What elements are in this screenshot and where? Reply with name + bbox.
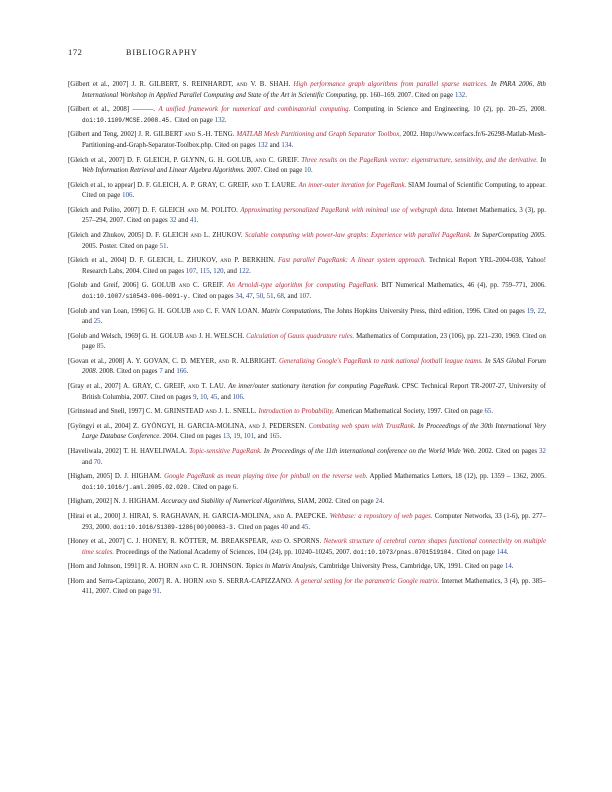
entry-title: An inner-outer iteration for PageRank.	[298, 181, 407, 189]
page-reference-link[interactable]: 24	[375, 498, 383, 506]
entry-citation-key: [Golub and Welsch, 1969]	[68, 332, 141, 340]
entry-authors: C. M. GRINSTEAD and J. L. SNELL.	[145, 408, 257, 416]
page-reference-link[interactable]: 51	[159, 242, 167, 250]
entry-authors: Z. GYÖNGYI, H. GARCIA-MOLINA, and J. PEDERSEN.	[132, 422, 307, 430]
bibliography-entry: [Gray et al., 2007] A. GRAY, C. GREIF, and T. LAU. An inner/outer stationary iteration for computing PageRank. CPSC Technical Report TR-2007-27, University of British Columbia, 2007. Cited on pages 9, 10, 45, and 106.	[68, 383, 546, 401]
entry-citation-key: [Gilbert et al., 2007]	[68, 81, 129, 88]
bibliography-entry: [Gilbert et al., 2007] J. R. GILBERT, S. REINHARDT, and V. B. SHAH. High performance graph algorithms from parallel sparse matrices. In PARA 2006, 8th International Workshop in Applied Parallel Computing and State of the Art in Scientific Computing, pp. 160–169. 2007. Cited on page 132.	[68, 81, 546, 99]
entry-authors: N. J. HIGHAM.	[113, 498, 160, 506]
page-reference-link[interactable]: 85	[96, 343, 104, 351]
entry-cited-label: Cited on page	[454, 548, 497, 556]
entry-cited-label: Cited on pages	[148, 393, 194, 401]
page-reference-link[interactable]: 106	[232, 393, 243, 401]
entry-doi[interactable]: doi:10.1016/j.aml.2005.02.020.	[82, 483, 191, 491]
page-reference-link[interactable]: 7	[159, 368, 163, 376]
entry-title: An inner/outer stationary iteration for computing PageRank.	[228, 383, 400, 391]
entry-venue: In PARA 2006, 8th International Workshop in Applied Parallel Computing and State of the Art in Scientific Computing,	[82, 81, 546, 99]
entry-authors: D. F. GLEICH, L. ZHUKOV, and P. BERKHIN.	[129, 257, 276, 265]
entry-venue: Internet Mathematics, 3 (4), pp. 385–411, 2007.	[82, 577, 546, 596]
entry-authors: G. GOLUB and C. GREIF.	[141, 282, 225, 290]
page-reference-link[interactable]: 14	[504, 563, 512, 571]
page-reference-link[interactable]: 70	[93, 458, 101, 466]
page-reference-link[interactable]: 47	[245, 292, 253, 300]
entry-title: Introduction to Probability,	[258, 408, 334, 416]
entry-doi[interactable]: doi:10.1109/MCSE.2008.45.	[82, 116, 173, 124]
page-reference-link[interactable]: 101	[243, 433, 255, 441]
page-reference-link[interactable]: 10	[304, 167, 311, 175]
entry-authors: D. F. GLEICH and L. ZHUKOV.	[145, 232, 243, 240]
entry-citation-key: [Gleich et al., 2004]	[68, 257, 127, 265]
page-reference-link[interactable]: 91	[152, 588, 160, 596]
page-reference-link[interactable]: 32	[539, 448, 546, 456]
entry-citation-key: [Honey et al., 2007]	[68, 538, 125, 546]
entry-citation-key: [Horn and Johnson, 1991]	[68, 563, 140, 571]
entry-venue: Mathematics of Computation, 23 (106), pp. 221–230, 1969.	[356, 332, 521, 340]
page-reference-link[interactable]: 45	[210, 393, 218, 401]
entry-cited-label: Cited on pages	[236, 523, 282, 531]
entry-cited-label: Cited on page	[462, 563, 505, 571]
bibliography-entry: [Govan et al., 2008] A. Y. GOVAN, C. D. MEYER, and R. ALBRIGHT. Generalizing Google's PageRank to rank national football league teams. In SAS Global Forum 2008. 2008. Cited on pages 7 and 166.	[68, 357, 546, 376]
entry-cited-label: Cited on page	[82, 192, 123, 200]
page-reference-link[interactable]: 68	[277, 292, 284, 300]
entry-authors: A. GRAY, C. GREIF, and T. LAU.	[123, 383, 226, 391]
entry-cited-label: Cited on page	[442, 408, 485, 416]
entry-venue: SIAM Journal of Scientific Computing, to appear.	[408, 181, 546, 189]
page-reference-link[interactable]: 50	[256, 292, 264, 300]
entry-citation-key: [Gleich and Zhukov, 2005]	[68, 232, 144, 240]
bibliography-entry: [Higham, 2005] D. J. HIGHAM. Google PageRank as mean playing time for pinball on the reverse web. Applied Mathematics Letters, 18 (12), pp. 1359 – 1362, 2005. doi:10.1016/j.aml.2005.02.020. Cited on page 6.	[68, 473, 546, 491]
entry-citation-key: [Higham, 2002]	[68, 498, 112, 506]
entry-doi[interactable]: doi:10.1016/S1389-1286(00)00063-3.	[113, 523, 237, 531]
entry-venue: CPSC Technical Report TR-2007-27, University of British Columbia, 2007.	[82, 383, 546, 401]
entry-title: Webbase: a repository of web pages.	[329, 512, 433, 520]
page-reference-link[interactable]: 165	[269, 433, 280, 441]
bibliography-entry: [Grinstead and Snell, 1997] C. M. GRINSTEAD and J. L. SNELL. Introduction to Probability, American Mathematical Society, 1997. Cited on page 65.	[68, 408, 494, 416]
page-reference-link[interactable]: 13	[222, 433, 230, 441]
bibliography-entry: [Golub and Welsch, 1969] G. H. GOLUB and J. H. WELSCH. Calculation of Gauss quadrature rules. Mathematics of Computation, 23 (106), pp. 221–230, 1969. Cited on page 85.	[68, 332, 546, 351]
entry-title: High performance graph algorithms from parallel sparse matrices.	[293, 81, 488, 88]
entry-venue: The Johns Hopkins University Press, third edition, 1996.	[323, 307, 482, 315]
entry-cited-label: Cited on pages	[124, 217, 170, 225]
entry-venue: BIT Numerical Mathematics, 46 (4), pp. 759–771, 2006.	[381, 282, 546, 290]
entry-venue: In SAS Global Forum 2008.	[82, 357, 546, 376]
entry-title: Google PageRank as mean playing time for pinball on the reverse web.	[164, 473, 368, 481]
page-reference-link[interactable]: 134	[281, 141, 292, 149]
page-reference-link[interactable]: 9	[193, 393, 197, 401]
entry-venue: SIAM, 2002.	[297, 498, 334, 506]
entry-title: Network structure of cerebral cortex shapes functional connectivity on multiple time scales.	[82, 538, 546, 556]
page-reference-link[interactable]: 10	[200, 393, 207, 401]
entry-cited-label: 2007. Cited on page	[244, 167, 305, 175]
entry-cited-label: Cited on pages	[190, 292, 236, 300]
entry-title: Combating web spam with TrustRank.	[308, 422, 416, 430]
bibliography-entry: [Golub and van Loan, 1996] G. H. GOLUB and C. F. VAN LOAN. Matrix Computations, The Johns Hopkins University Press, third edition, 1996. Cited on pages 19, 22, and 25.	[68, 307, 546, 326]
entry-authors: D. F. GLEICH and M. POLITO.	[142, 206, 238, 214]
bibliography-list	[68, 80, 546, 598]
entry-authors: J. R. GILBERT, S. REINHARDT, and V. B. SHAH.	[131, 81, 291, 88]
bibliography-entry: [Gyöngyi et al., 2004] Z. GYÖNGYI, H. GARCIA-MOLINA, and J. PEDERSEN. Combating web spam with TrustRank. In Proceedings of the 30th International Very Large Database Conference. 2004. Cited on pages 13, 19, 101, and 165.	[68, 422, 546, 441]
page-reference-link[interactable]: 22	[537, 307, 545, 315]
entry-title: Matrix Computations,	[261, 307, 322, 315]
page-reference-link[interactable]: 132	[214, 116, 225, 124]
bibliography-entry: [Gleich et al., 2007] D. F. GLEICH, P. GLYNN, G. H. GOLUB, and C. GREIF. Three results on the PageRank vector: eigenstructure, sensitivity, and the derivative. In Web Information Retrieval and Linear Algebra Algorithms. 2007. Cited on page 10.	[68, 156, 546, 175]
bibliography-entry: [Gleich et al., 2004] D. F. GLEICH, L. ZHUKOV, and P. BERKHIN. Fast parallel PageRank: A linear system approach. Technical Report YRL-2004-038, Yahoo! Research Labs, 2004. Cited on pages 107, 115, 120, and 122.	[68, 257, 546, 275]
entry-authors: R. A. HORN and S. SERRA-CAPIZZANO.	[166, 577, 293, 585]
entry-cited-label: Cited on pages	[481, 307, 527, 315]
entry-citation-key: [Gilbert and Teng, 2002]	[68, 131, 137, 139]
entry-venue: Internet Mathematics, 3 (3), pp. 257–294, 2007.	[82, 206, 546, 225]
entry-citation-key: [Haveliwala, 2002]	[68, 448, 122, 456]
entry-citation-key: [Gyöngyi et al., 2004]	[68, 422, 131, 430]
page-reference-link[interactable]: 107	[299, 292, 310, 300]
entry-title: Calculation of Gauss quadrature rules.	[246, 332, 355, 340]
page-reference-link[interactable]: 65	[484, 408, 492, 416]
entry-title: MATLAB Mesh Partitioning and Graph Separator Toolbox,	[236, 131, 401, 139]
entry-cited-label: pp. 160–169. 2007. Cited on page	[357, 91, 455, 99]
entry-cited-label: Cited on page	[172, 116, 215, 124]
entry-cited-label: Cited on page	[190, 483, 233, 491]
entry-citation-key: [Gleich and Polito, 2007]	[68, 206, 140, 214]
entry-cited-label: Cited on page	[110, 588, 153, 596]
entry-doi[interactable]: doi:10.1073/pnas.0701519104.	[353, 548, 455, 556]
entry-venue: Computer Networks, 33 (1-6), pp. 277–293, 2000.	[82, 512, 547, 531]
entry-title: Accuracy and Stability of Numerical Algorithms,	[161, 498, 296, 506]
entry-title: A unified framework for numerical and combinatorial computing.	[158, 106, 351, 114]
entry-venue: 2002. Http://www.cerfacs.fr/6-26298-Matlab-Mesh-Partitioning-and-Graph-Separator-Toolbox.php.	[82, 131, 546, 149]
page-reference-link[interactable]: 19	[526, 307, 534, 315]
entry-citation-key: [Gray et al., 2007]	[68, 383, 121, 391]
entry-citation-key: [Gleich et al., to appear]	[68, 181, 136, 189]
entry-citation-key: [Gleich et al., 2007]	[68, 156, 125, 164]
entry-citation-key: [Higham, 2005]	[68, 473, 113, 481]
entry-citation-key: [Golub and Greif, 2006]	[68, 282, 139, 290]
entry-cited-label: Cited on pages	[141, 267, 186, 275]
entry-title: An Arnoldi-type algorithm for computing PageRank.	[227, 282, 379, 290]
bibliography-entry: [Gilbert et al., 2008] ———. A unified framework for numerical and combinatorial computing. Computing in Science and Engineering, 10 (2), pp. 20–25, 2008. doi:10.1109/MCSE.2008.45. Cited on page 132.	[68, 106, 546, 124]
page-reference-link[interactable]: 132	[454, 91, 466, 99]
entry-authors: J. R. GILBERT and S.-H. TENG.	[138, 131, 235, 139]
bibliography-entry: [Gilbert and Teng, 2002] J. R. GILBERT and S.-H. TENG. MATLAB Mesh Partitioning and Graph Separator Toolbox, 2002. Http://www.cerfacs.fr/6-26298-Matlab-Mesh-Partitioning-and-Graph-Separator-Toolbox.php. Cited on pages 132 and 134.	[68, 131, 546, 149]
entry-venue: Applied Mathematics Letters, 18 (12), pp. 1359 – 1362, 2005.	[369, 473, 546, 481]
entry-cited-label: 2008. Cited on pages	[97, 368, 160, 376]
entry-venue: In Proceedings of the 30th International Very Large Database Conference.	[82, 422, 546, 441]
entry-title: Topic-sensitive PageRank.	[189, 448, 262, 456]
entry-citation-key: [Grinstead and Snell, 1997]	[68, 408, 145, 416]
page-reference-link[interactable]: 34	[235, 292, 243, 300]
entry-venue: Technical Report YRL-2004-038, Yahoo! Research Labs, 2004.	[82, 257, 546, 275]
entry-doi[interactable]: doi:10.1007/s10543-006-0091-y.	[82, 292, 191, 300]
entry-authors: D. J. HIGHAM.	[114, 473, 162, 481]
page-number: 172	[68, 47, 83, 57]
page-reference-link[interactable]: 6	[232, 483, 237, 491]
entry-venue: American Mathematical Society, 1997.	[335, 408, 443, 416]
entry-authors: G. H. GOLUB and C. F. VAN LOAN.	[149, 307, 260, 315]
entry-authors: C. J. HONEY, R. KÖTTER, M. BREAKSPEAR, and O. SPORNS.	[126, 538, 322, 546]
entry-cited-label: Cited on page	[82, 332, 546, 351]
entry-title: Approximating personalized PageRank with minimal use of webgraph data.	[240, 206, 454, 214]
entry-venue: Cambridge University Press, Cambridge, UK, 1991.	[319, 563, 463, 571]
entry-cited-label: Cited on page	[333, 498, 376, 506]
page-reference-link[interactable]: 115	[199, 267, 210, 275]
bibliography-entry: [Higham, 2002] N. J. HIGHAM. Accuracy and Stability of Numerical Algorithms, SIAM, 2002. Cited on page 24.	[68, 498, 385, 506]
page-reference-link[interactable]: 122	[238, 267, 250, 275]
entry-authors: R. A. HORN and C. R. JOHNSON.	[141, 563, 244, 571]
page-reference-link[interactable]: 132	[257, 141, 268, 149]
page-reference-link[interactable]: 41	[190, 217, 197, 225]
page-reference-link[interactable]: 51	[266, 292, 274, 300]
page-reference-link[interactable]: 107	[185, 267, 197, 275]
page-reference-link[interactable]: 106	[122, 192, 133, 200]
running-head	[68, 47, 546, 57]
bibliography-entry: [Horn and Serra-Capizzano, 2007] R. A. HORN and S. SERRA-CAPIZZANO. A general setting for the parametric Google matrix. Internet Mathematics, 3 (4), pp. 385–411, 2007. Cited on page 91.	[68, 577, 546, 596]
entry-title: A general setting for the parametric Google matrix.	[294, 577, 440, 585]
bibliography-entry: [Horn and Johnson, 1991] R. A. HORN and C. R. JOHNSON. Topics in Matrix Analysis, Cambridge University Press, Cambridge, UK, 1991. Cited on page 14.	[68, 563, 514, 571]
entry-title: Fast parallel PageRank: A linear system approach.	[277, 257, 427, 265]
entry-venue: In Web Information Retrieval and Linear Algebra Algorithms.	[82, 156, 546, 175]
entry-title: Generalizing Google's PageRank to rank national football league teams.	[278, 357, 483, 365]
entry-authors: ———.	[132, 106, 156, 114]
entry-title: Scalable computing with power-law graphs: Experience with parallel PageRank.	[244, 232, 472, 240]
entry-authors: J. HIRAI, S. RAGHAVAN, H. GARCIA-MOLINA, and A. PAEPCKE.	[122, 512, 328, 520]
entry-citation-key: [Gilbert et al., 2008]	[68, 106, 130, 114]
entry-venue: In Proceedings of the 11th international conference on the World Wide Web.	[263, 448, 477, 456]
entry-cited-label: 2005. Poster. Cited on page	[82, 242, 160, 250]
page-reference-link[interactable]: 25	[93, 318, 101, 326]
bibliography-entry: [Gleich et al., to appear] D. F. GLEICH, A. P. GRAY, C. GREIF, and T. LAURE. An inner-outer iteration for PageRank. SIAM Journal of Scientific Computing, to appear. Cited on page 106.	[68, 181, 546, 200]
bibliography-entry: [Honey et al., 2007] C. J. HONEY, R. KÖTTER, M. BREAKSPEAR, and O. SPORNS. Network structure of cerebral cortex shapes functional connectivity on multiple time scales. Proceedings of the National Academy of Sciences, 104 (24), pp. 10240–10245, 2007. doi:10.1073/pnas.0701519104. Cited on page 144.	[68, 538, 546, 556]
bibliography-entry: [Hirai et al., 2000] J. HIRAI, S. RAGHAVAN, H. GARCIA-MOLINA, and A. PAEPCKE. Webbase: a repository of web pages. Computer Networks, 33 (1-6), pp. 277–293, 2000. doi:10.1016/S1389-1286(00)00063-3. Cited on pages 40 and 45.	[68, 512, 547, 531]
entry-cited-label: Cited on pages	[212, 141, 258, 149]
entry-authors: D. F. GLEICH, A. P. GRAY, C. GREIF, and T. LAURE.	[137, 181, 297, 189]
bibliography-entry: [Gleich and Polito, 2007] D. F. GLEICH and M. POLITO. Approximating personalized PageRank with minimal use of webgraph data. Internet Mathematics, 3 (3), pp. 257–294, 2007. Cited on pages 32 and 41.	[68, 206, 546, 225]
page-reference-link[interactable]: 120	[213, 267, 224, 275]
entry-authors: D. F. GLEICH, P. GLYNN, G. H. GOLUB, and C. GREIF.	[127, 156, 299, 164]
running-head-title: BIBLIOGRAPHY	[126, 48, 198, 57]
page-reference-link[interactable]: 19	[233, 433, 241, 441]
bibliography-entry: [Haveliwala, 2002] T. H. HAVELIWALA. Topic-sensitive PageRank. In Proceedings of the 11th international conference on the World Wide Web. 2002. Cited on pages 32 and 70.	[68, 448, 546, 466]
entry-venue: Computing in Science and Engineering, 10 (2), pp. 20–25, 2008.	[353, 106, 546, 114]
entry-authors: T. H. HAVELIWALA.	[123, 448, 187, 456]
entry-authors: G. H. GOLUB and J. H. WELSCH.	[142, 332, 245, 340]
bibliography-entry: [Golub and Greif, 2006] G. GOLUB and C. GREIF. An Arnoldi-type algorithm for computing PageRank. BIT Numerical Mathematics, 46 (4), pp. 759–771, 2006. doi:10.1007/s10543-006-0091-y. Cited on pages 34, 47, 50, 51, 68, and 107.	[68, 282, 546, 300]
page-reference-link[interactable]: 32	[169, 217, 177, 225]
entry-title: Three results on the PageRank vector: eigenstructure, sensitivity, and the derivative.	[301, 156, 538, 164]
entry-venue: In SuperComputing 2005.	[473, 232, 546, 240]
entry-title: Topics in Matrix Analysis,	[245, 563, 318, 571]
entry-citation-key: [Hirai et al., 2000]	[68, 512, 121, 520]
entry-cited-label: 2004. Cited on pages	[161, 433, 223, 441]
page-reference-link[interactable]: 45	[301, 523, 309, 531]
entry-citation-key: [Govan et al., 2008]	[68, 357, 125, 365]
entry-citation-key: [Golub and van Loan, 1996]	[68, 307, 147, 315]
entry-citation-key: [Horn and Serra-Capizzano, 2007]	[68, 577, 164, 585]
bibliography-entry: [Gleich and Zhukov, 2005] D. F. GLEICH and L. ZHUKOV. Scalable computing with power-law graphs: Experience with parallel PageRank. In SuperComputing 2005. 2005. Poster. Cited on page 51.	[68, 232, 546, 250]
entry-cited-label: 2002. Cited on pages	[476, 448, 540, 456]
page-reference-link[interactable]: 40	[281, 523, 288, 531]
page-reference-link[interactable]: 144	[496, 548, 507, 556]
entry-authors: A. Y. GOVAN, C. D. MEYER, and R. ALBRIGHT.	[126, 357, 277, 365]
page-reference-link[interactable]: 166	[176, 368, 187, 376]
entry-venue: Proceedings of the National Academy of Sciences, 104 (24), pp. 10240–10245, 2007.	[115, 548, 352, 556]
